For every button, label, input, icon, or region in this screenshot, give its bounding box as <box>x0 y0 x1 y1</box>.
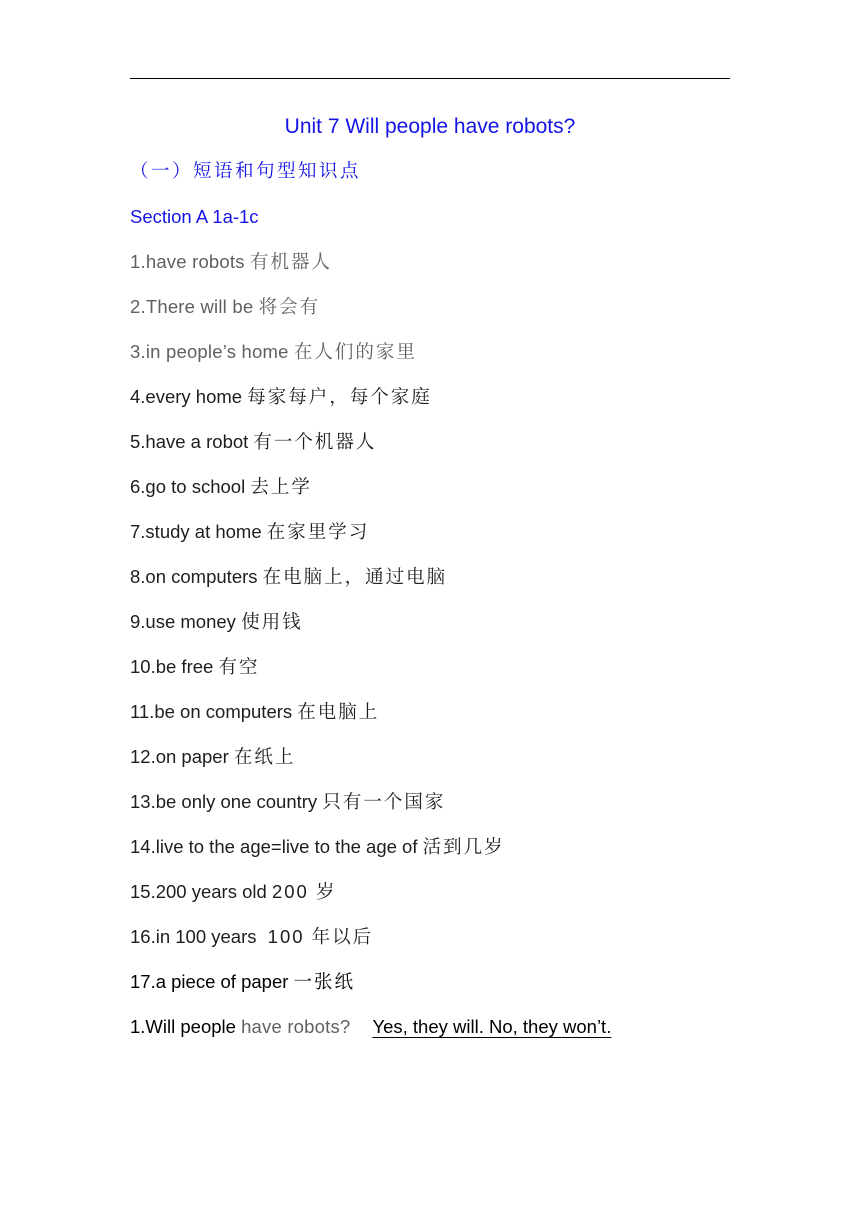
phrase-cn: 在电脑上 <box>297 701 380 722</box>
phrase-cn: 去上学 <box>250 476 312 497</box>
phrase-en: 3.in people’s home <box>130 341 289 362</box>
phrase-en: 12.on paper <box>130 746 229 767</box>
phrase-cn: 一张纸 <box>293 971 356 992</box>
phrase-cn: 将会有 <box>258 296 321 317</box>
subsection-heading: Section A 1a-1c <box>130 206 259 227</box>
phrase-en: 14.live to the age=live to the age of <box>130 836 418 857</box>
phrase-cn: 在电脑上，通过电脑 <box>262 566 448 587</box>
phrase-en: 17.a piece of paper <box>130 971 289 992</box>
phrase-en: 16.in 100 years <box>130 926 257 947</box>
phrase-en: 7.study at home <box>130 521 262 542</box>
phrase-item <box>130 339 417 365</box>
phrase-en: 2.There will be <box>130 296 254 317</box>
phrase-en: 13.be only one country <box>130 791 318 812</box>
phrase-item <box>130 654 259 680</box>
phrase-item <box>130 384 432 410</box>
phrase-en: 6.go to school <box>130 476 246 497</box>
phrase-cn: 活到几岁 <box>422 836 505 857</box>
phrase-cn: 每家每户，每个家庭 <box>247 386 432 407</box>
phrase-en: 4.every home <box>130 386 243 407</box>
phrase-en: 15.200 years old <box>130 881 267 902</box>
header-rule <box>130 78 730 79</box>
unit-title: Unit 7 Will people have robots? <box>284 115 576 138</box>
section-heading: （一）短语和句型知识点 <box>130 161 362 182</box>
phrase-cn: 在人们的家里 <box>293 341 417 362</box>
phrase-item <box>130 834 505 860</box>
phrase-item <box>130 744 295 770</box>
phrase-cn: 200 岁 <box>271 881 337 902</box>
phrase-item <box>130 429 376 455</box>
phrase-en: 9.use money <box>130 611 236 632</box>
phrase-en: 10.be free <box>130 656 214 677</box>
phrase-item <box>130 294 320 320</box>
phrase-en: 1.have robots <box>130 251 245 272</box>
phrase-item <box>130 969 355 995</box>
phrase-cn: 使用钱 <box>241 611 303 632</box>
phrase-item <box>130 249 332 275</box>
phrase-en: 8.on computers <box>130 566 258 587</box>
phrase-item <box>130 564 447 590</box>
phrase-cn: 100 年以后 <box>267 926 374 947</box>
phrase-en: 11.be on computers <box>130 701 293 722</box>
phrase-item <box>130 879 336 905</box>
phrase-item <box>130 519 369 545</box>
phrase-en: 5.have a robot <box>130 431 249 452</box>
phrase-item <box>130 609 303 635</box>
phrase-cn: 有一个机器人 <box>253 431 377 452</box>
sentence-question-start: 1.Will people <box>130 1016 236 1037</box>
sentence-item <box>130 1014 611 1040</box>
phrase-item <box>130 699 379 725</box>
phrase-cn: 在家里学习 <box>266 521 370 542</box>
phrase-item <box>130 924 373 950</box>
phrase-cn: 有机器人 <box>250 251 333 272</box>
phrase-cn: 只有一个国家 <box>322 791 446 812</box>
phrase-item <box>130 474 312 500</box>
sentence-question-end: have robots? <box>241 1016 351 1037</box>
phrase-item <box>130 789 445 815</box>
phrase-cn: 在纸上 <box>233 746 296 767</box>
sentence-answer: Yes, they will. No, they won’t. <box>372 1016 612 1037</box>
phrase-cn: 有空 <box>218 656 260 677</box>
